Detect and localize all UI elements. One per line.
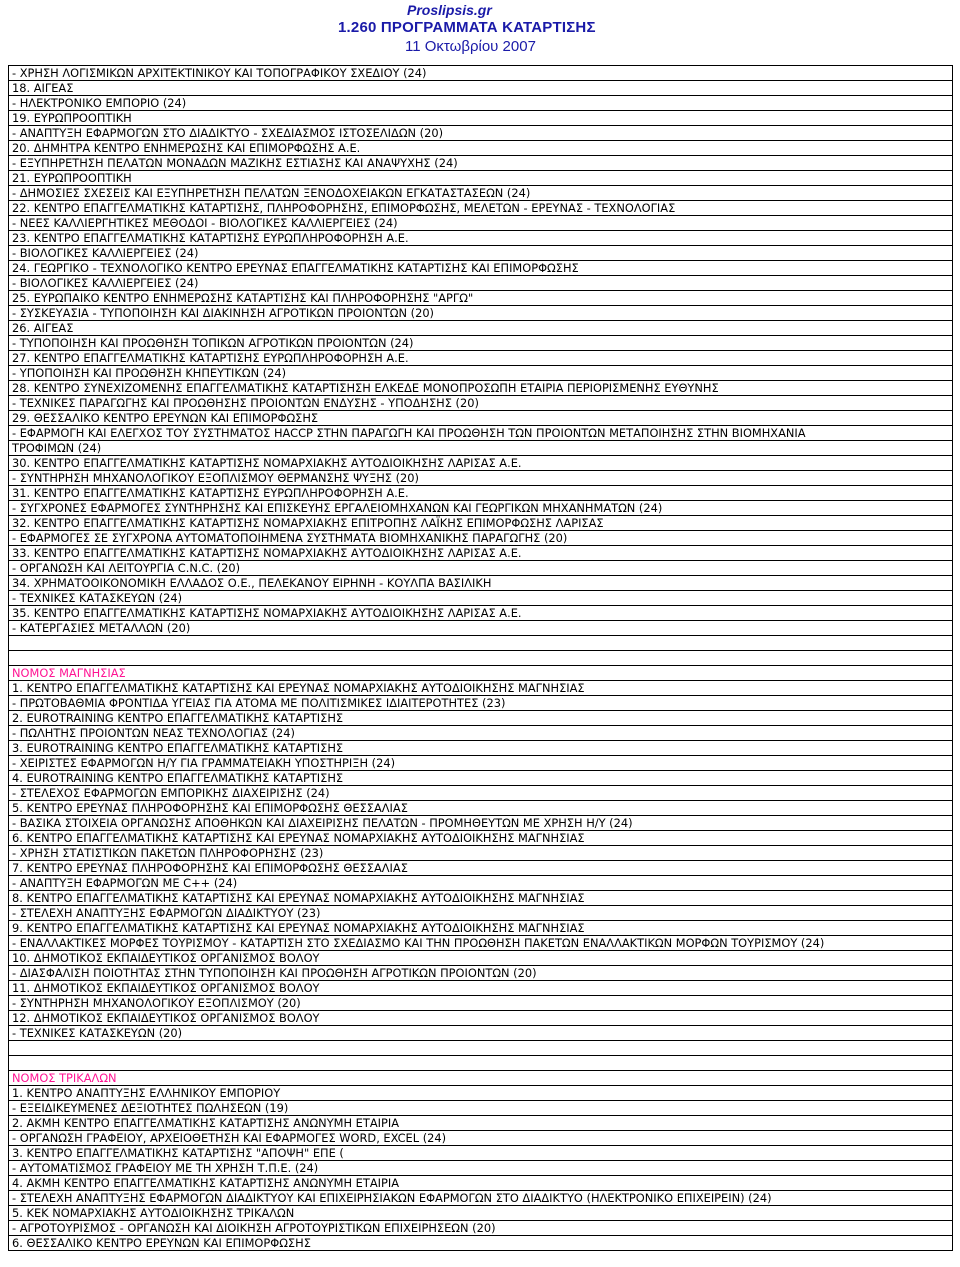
table-row: 34. ΧΡΗΜΑΤΟΟΙΚΟΝΟΜΙΚΗ ΕΛΛΑΔΟΣ Ο.Ε., ΠΕΛΕΚΑΝΟΥ ΕΙΡΗΝΗ - ΚΟΥΛΠΑ ΒΑΣΙΛΙΚΗ: [9, 576, 952, 591]
table-row: - ΑΝΑΠΤΥΞΗ ΕΦΑΡΜΟΓΩΝ ΣΤΟ ΔΙΑΔΙΚΤΥΟ - ΣΧΕΔΙΑΣΜΟΣ ΙΣΤΟΣΕΛΙΔΩΝ (20): [9, 126, 952, 141]
table-row: 29. ΘΕΣΣΑΛΙΚΟ ΚΕΝΤΡΟ ΕΡΕΥΝΩΝ ΚΑΙ ΕΠΙΜΟΡΦΩΣΗΣ: [9, 411, 952, 426]
table-row: - ΣΥΣΚΕΥΑΣΙΑ - ΤΥΠΟΠΟΙΗΣΗ ΚΑΙ ΔΙΑΚΙΝΗΣΗ ΑΓΡΟΤΙΚΩΝ ΠΡΟΙΟΝΤΩΝ (20): [9, 306, 952, 321]
table-row: 28. ΚΕΝΤΡΟ ΣΥΝΕΧΙΖΟΜΕΝΗΣ ΕΠΑΓΓΕΛΜΑΤΙΚΗΣ ΚΑΤΑΡΤΙΣΗΣΗ ΕΛΚΕΔΕ ΜΟΝΟΠΡΟΣΩΠΗ ΕΤΑΙΡΙΑ ΠΕΡΙΟΡΙΣΜΕΝΗΣ ΕΥΘΥΝΗΣ: [9, 381, 952, 396]
table-row: 19. ΕΥΡΩΠΡΟΟΠΤΙΚΗ: [9, 111, 952, 126]
table-row: 6. ΚΕΝΤΡΟ ΕΠΑΓΓΕΛΜΑΤΙΚΗΣ ΚΑΤΑΡΤΙΣΗΣ ΚΑΙ ΕΡΕΥΝΑΣ ΝΟΜΑΡΧΙΑΚΗΣ ΑΥΤΟΔΙΟΙΚΗΣΗΣ ΜΑΓΝΗΣΙΑΣ: [9, 831, 952, 846]
table-row: 2. EUROTRAINING ΚΕΝΤΡΟ ΕΠΑΓΓΕΛΜΑΤΙΚΗΣ ΚΑΤΑΡΤΙΣΗΣ: [9, 711, 952, 726]
table-row: - ΔΙΑΣΦΑΛΙΣΗ ΠΟΙΟΤΗΤΑΣ ΣΤΗΝ ΤΥΠΟΠΟΙΗΣΗ ΚΑΙ ΠΡΟΩΘΗΣΗ ΑΓΡΟΤΙΚΩΝ ΠΡΟΙΟΝΤΩΝ (20): [9, 966, 952, 981]
table-row: 30. ΚΕΝΤΡΟ ΕΠΑΓΓΕΛΜΑΤΙΚΗΣ ΚΑΤΑΡΤΙΣΗΣ ΝΟΜΑΡΧΙΑΚΗΣ ΑΥΤΟΔΙΟΙΚΗΣΗΣ ΛΑΡΙΣΑΣ Α.Ε.: [9, 456, 952, 471]
table-row: - ΗΛΕΚΤΡΟΝΙΚΟ ΕΜΠΟΡΙΟ (24): [9, 96, 952, 111]
table-row: - ΟΡΓΑΝΩΣΗ ΚΑΙ ΛΕΙΤΟΥΡΓΙΑ C.N.C. (20): [9, 561, 952, 576]
table-row: - ΟΡΓΑΝΩΣΗ ΓΡΑΦΕΙΟΥ, ΑΡΧΕΙΟΘΕΤΗΣΗ ΚΑΙ ΕΦΑΡΜΟΓΕΣ WORD, EXCEL (24): [9, 1131, 952, 1146]
table-row: 25. ΕΥΡΩΠΑΙΚΟ ΚΕΝΤΡΟ ΕΝΗΜΕΡΩΣΗΣ ΚΑΤΑΡΤΙΣΗΣ ΚΑΙ ΠΛΗΡΟΦΟΡΗΣΗΣ "ΑΡΓΩ": [9, 291, 952, 306]
table-row: - ΣΥΝΤΗΡΗΣΗ ΜΗΧΑΝΟΛΟΓΙΚΟΥ ΕΞΟΠΛΙΣΜΟΥ ΘΕΡΜΑΝΣΗΣ ΨΥΞΗΣ (20): [9, 471, 952, 486]
table-row: 11. ΔΗΜΟΤΙΚΟΣ ΕΚΠΑΙΔΕΥΤΙΚΟΣ ΟΡΓΑΝΙΣΜΟΣ ΒΟΛΟΥ: [9, 981, 952, 996]
table-row: 1. ΚΕΝΤΡΟ ΕΠΑΓΓΕΛΜΑΤΙΚΗΣ ΚΑΤΑΡΤΙΣΗΣ ΚΑΙ ΕΡΕΥΝΑΣ ΝΟΜΑΡΧΙΑΚΗΣ ΑΥΤΟΔΙΟΙΚΗΣΗΣ ΜΑΓΝΗΣΙΑΣ: [9, 681, 952, 696]
table-row: 4. ΑΚΜΗ ΚΕΝΤΡΟ ΕΠΑΓΓΕΛΜΑΤΙΚΗΣ ΚΑΤΑΡΤΙΣΗΣ ΑΝΩΝΥΜΗ ΕΤΑΙΡΙΑ: [9, 1176, 952, 1191]
table-row: - ΣΤΕΛΕΧΗ ΑΝΑΠΤΥΞΗΣ ΕΦΑΡΜΟΓΩΝ ΔΙΑΔΙΚΤΥΟΥ ΚΑΙ ΕΠΙΧΕΙΡΗΣΙΑΚΩΝ ΕΦΑΡΜΟΓΩΝ ΣΤΟ ΔΙΑΔΙΚΤΥΟ (ΗΛΕΚΤΡΟΝΙΚΟ ΕΠΙΧΕΙΡΕΙΝ) (24): [9, 1191, 952, 1206]
site-name: Proslipsis.gr: [407, 2, 492, 18]
table-row: 33. ΚΕΝΤΡΟ ΕΠΑΓΓΕΛΜΑΤΙΚΗΣ ΚΑΤΑΡΤΙΣΗΣ ΝΟΜΑΡΧΙΑΚΗΣ ΑΥΤΟΔΙΟΙΚΗΣΗΣ ΛΑΡΙΣΑΣ Α.Ε.: [9, 546, 952, 561]
table-row: - ΤΕΧΝΙΚΕΣ ΚΑΤΑΣΚΕΥΩΝ (20): [9, 1026, 952, 1041]
table-row: ΤΡΟΦΙΜΩΝ (24): [9, 441, 952, 456]
table-row: - ΚΑΤΕΡΓΑΣΙΕΣ ΜΕΤΑΛΛΩΝ (20): [9, 621, 952, 636]
page-title: 1.260 ΠΡΟΓΡΑΜΜΑΤΑ ΚΑΤΑΡΤΙΣΗΣ: [338, 19, 596, 36]
table-row: 2. ΑΚΜΗ ΚΕΝΤΡΟ ΕΠΑΓΓΕΛΜΑΤΙΚΗΣ ΚΑΤΑΡΤΙΣΗΣ ΑΝΩΝΥΜΗ ΕΤΑΙΡΙΑ: [9, 1116, 952, 1131]
table-row: - ΕΦΑΡΜΟΓΕΣ ΣΕ ΣΥΓΧΡΟΝΑ ΑΥΤΟΜΑΤΟΠΟΙΗΜΕΝΑ ΣΥΣΤΗΜΑΤΑ ΒΙΟΜΗΧΑΝΙΚΗΣ ΠΑΡΑΓΩΓΗΣ (20): [9, 531, 952, 546]
table-row: 20. ΔΗΜΗΤΡΑ ΚΕΝΤΡΟ ΕΝΗΜΕΡΩΣΗΣ ΚΑΙ ΕΠΙΜΟΡΦΩΣΗΣ Α.Ε.: [9, 141, 952, 156]
table-row: 3. EUROTRAINING ΚΕΝΤΡΟ ΕΠΑΓΓΕΛΜΑΤΙΚΗΣ ΚΑΤΑΡΤΙΣΗΣ: [9, 741, 952, 756]
table-row: 22. ΚΕΝΤΡΟ ΕΠΑΓΓΕΛΜΑΤΙΚΗΣ ΚΑΤΑΡΤΙΣΗΣ, ΠΛΗΡΟΦΟΡΗΣΗΣ, ΕΠΙΜΟΡΦΩΣΗΣ, ΜΕΛΕΤΩΝ - ΕΡΕΥΝΑΣ - ΤΕΧΝΟΛΟΓΙΑΣ: [9, 201, 952, 216]
table-row: - ΕΦΑΡΜΟΓΗ ΚΑΙ ΕΛΕΓΧΟΣ ΤΟΥ ΣΥΣΤΗΜΑΤΟΣ HACCP ΣΤΗΝ ΠΑΡΑΓΩΓΗ ΚΑΙ ΠΡΟΩΘΗΣΗ ΤΩΝ ΠΡΟΙΟΝΤΩΝ ΜΕΤΑΠΟΙΗΣΗΣ ΣΤΗΝ ΒΙΟΜΗΧΑΝΙΑ: [9, 426, 952, 441]
table-row: 5. ΚΕΝΤΡΟ ΕΡΕΥΝΑΣ ΠΛΗΡΟΦΟΡΗΣΗΣ ΚΑΙ ΕΠΙΜΟΡΦΩΣΗΣ ΘΕΣΣΑΛΙΑΣ: [9, 801, 952, 816]
table-row: - ΕΞΥΠΗΡΕΤΗΣΗ ΠΕΛΑΤΩΝ ΜΟΝΑΔΩΝ ΜΑΖΙΚΗΣ ΕΣΤΙΑΣΗΣ ΚΑΙ ΑΝΑΨΥΧΗΣ (24): [9, 156, 952, 171]
table-row: 21. ΕΥΡΩΠΡΟΟΠΤΙΚΗ: [9, 171, 952, 186]
table-row: 26. ΑΙΓΕΑΣ: [9, 321, 952, 336]
blank-row: [9, 1056, 952, 1071]
table-row: - ΤΕΧΝΙΚΕΣ ΠΑΡΑΓΩΓΗΣ ΚΑΙ ΠΡΟΩΘΗΣΗΣ ΠΡΟΙΟΝΤΩΝ ΕΝΔΥΣΗΣ - ΥΠΟΔΗΣΗΣ (20): [9, 396, 952, 411]
table-row: - ΧΡΗΣΗ ΣΤΑΤΙΣΤΙΚΩΝ ΠΑΚΕΤΩΝ ΠΛΗΡΟΦΟΡΗΣΗΣ (23): [9, 846, 952, 861]
table-row: - ΝΕΕΣ ΚΑΛΛΙΕΡΓΗΤΙΚΕΣ ΜΕΘΟΔΟΙ - ΒΙΟΛΟΓΙΚΕΣ ΚΑΛΛΙΕΡΓΕΙΕΣ (24): [9, 216, 952, 231]
table-row: 3. ΚΕΝΤΡΟ ΕΠΑΓΓΕΛΜΑΤΙΚΗΣ ΚΑΤΑΡΤΙΣΗΣ "ΑΠΟΨΗ" ΕΠΕ (: [9, 1146, 952, 1161]
section-heading: ΝΟΜΟΣ ΜΑΓΝΗΣΙΑΣ: [9, 666, 952, 681]
table-row: - ΠΩΛΗΤΗΣ ΠΡΟΙΟΝΤΩΝ ΝΕΑΣ ΤΕΧΝΟΛΟΓΙΑΣ (24): [9, 726, 952, 741]
table-row: 10. ΔΗΜΟΤΙΚΟΣ ΕΚΠΑΙΔΕΥΤΙΚΟΣ ΟΡΓΑΝΙΣΜΟΣ ΒΟΛΟΥ: [9, 951, 952, 966]
table-row: - ΠΡΩΤΟΒΑΘΜΙΑ ΦΡΟΝΤΙΔΑ ΥΓΕΙΑΣ ΓΙΑ ΑΤΟΜΑ ΜΕ ΠΟΛΙΤΙΣΜΙΚΕΣ ΙΔΙΑΙΤΕΡΟΤΗΤΕΣ (23): [9, 696, 952, 711]
table-row: - ΕΝΑΛΛΑΚΤΙΚΕΣ ΜΟΡΦΕΣ ΤΟΥΡΙΣΜΟΥ - ΚΑΤΑΡΤΙΣΗ ΣΤΟ ΣΧΕΔΙΑΣΜΟ ΚΑΙ ΤΗΝ ΠΡΟΩΘΗΣΗ ΠΑΚΕΤΩΝ ΕΝΑΛΛΑΚΤΙΚΩΝ ΜΟΡΦΩΝ ΤΟΥΡΙΣΜΟΥ (24): [9, 936, 952, 951]
table-row: 4. EUROTRAINING ΚΕΝΤΡΟ ΕΠΑΓΓΕΛΜΑΤΙΚΗΣ ΚΑΤΑΡΤΙΣΗΣ: [9, 771, 952, 786]
table-row: 31. ΚΕΝΤΡΟ ΕΠΑΓΓΕΛΜΑΤΙΚΗΣ ΚΑΤΑΡΤΙΣΗΣ ΕΥΡΩΠΛΗΡΟΦΟΡΗΣΗ Α.Ε.: [9, 486, 952, 501]
table-row: - ΧΕΙΡΙΣΤΕΣ ΕΦΑΡΜΟΓΩΝ Η/Υ ΓΙΑ ΓΡΑΜΜΑΤΕΙΑΚΗ ΥΠΟΣΤΗΡΙΞΗ (24): [9, 756, 952, 771]
table-row: 32. ΚΕΝΤΡΟ ΕΠΑΓΓΕΛΜΑΤΙΚΗΣ ΚΑΤΑΡΤΙΣΗΣ ΝΟΜΑΡΧΙΑΚΗΣ ΕΠΙΤΡΟΠΗΣ ΛΑΪΚΗΣ ΕΠΙΜΟΡΦΩΣΗΣ ΛΑΡΙΣΑΣ: [9, 516, 952, 531]
table-row: - ΒΙΟΛΟΓΙΚΕΣ ΚΑΛΛΙΕΡΓΕΙΕΣ (24): [9, 246, 952, 261]
table-row: 7. ΚΕΝΤΡΟ ΕΡΕΥΝΑΣ ΠΛΗΡΟΦΟΡΗΣΗΣ ΚΑΙ ΕΠΙΜΟΡΦΩΣΗΣ ΘΕΣΣΑΛΙΑΣ: [9, 861, 952, 876]
programs-table: [8, 65, 953, 1251]
table-row: 24. ΓΕΩΡΓΙΚΟ - ΤΕΧΝΟΛΟΓΙΚΟ ΚΕΝΤΡΟ ΕΡΕΥΝΑΣ ΕΠΑΓΓΕΛΜΑΤΙΚΗΣ ΚΑΤΑΡΤΙΣΗΣ ΚΑΙ ΕΠΙΜΟΡΦΩΣΗΣ: [9, 261, 952, 276]
table-row: 6. ΘΕΣΣΑΛΙΚΟ ΚΕΝΤΡΟ ΕΡΕΥΝΩΝ ΚΑΙ ΕΠΙΜΟΡΦΩΣΗΣ: [9, 1236, 952, 1251]
table-row: - ΣΥΝΤΗΡΗΣΗ ΜΗΧΑΝΟΛΟΓΙΚΟΥ ΕΞΟΠΛΙΣΜΟΥ (20): [9, 996, 952, 1011]
blank-row: [9, 636, 952, 651]
table-row: - ΒΑΣΙΚΑ ΣΤΟΙΧΕΙΑ ΟΡΓΑΝΩΣΗΣ ΑΠΟΘΗΚΩΝ ΚΑΙ ΔΙΑΧΕΙΡΙΣΗΣ ΠΕΛΑΤΩΝ - ΠΡΟΜΗΘΕΥΤΩΝ ΜΕ ΧΡΗΣΗ Η/Υ (24): [9, 816, 952, 831]
table-row: - ΤΕΧΝΙΚΕΣ ΚΑΤΑΣΚΕΥΩΝ (24): [9, 591, 952, 606]
table-row: 12. ΔΗΜΟΤΙΚΟΣ ΕΚΠΑΙΔΕΥΤΙΚΟΣ ΟΡΓΑΝΙΣΜΟΣ ΒΟΛΟΥ: [9, 1011, 952, 1026]
table-row: - ΔΗΜΟΣΙΕΣ ΣΧΕΣΕΙΣ ΚΑΙ ΕΞΥΠΗΡΕΤΗΣΗ ΠΕΛΑΤΩΝ ΞΕΝΟΔΟΧΕΙΑΚΩΝ ΕΓΚΑΤΑΣΤΑΣΕΩΝ (24): [9, 186, 952, 201]
table-row: 23. ΚΕΝΤΡΟ ΕΠΑΓΓΕΛΜΑΤΙΚΗΣ ΚΑΤΑΡΤΙΣΗΣ ΕΥΡΩΠΛΗΡΟΦΟΡΗΣΗ Α.Ε.: [9, 231, 952, 246]
table-row: 35. ΚΕΝΤΡΟ ΕΠΑΓΓΕΛΜΑΤΙΚΗΣ ΚΑΤΑΡΤΙΣΗΣ ΝΟΜΑΡΧΙΑΚΗΣ ΑΥΤΟΔΙΟΙΚΗΣΗΣ ΛΑΡΙΣΑΣ Α.Ε.: [9, 606, 952, 621]
table-row: - ΣΤΕΛΕΧΟΣ ΕΦΑΡΜΟΓΩΝ ΕΜΠΟΡΙΚΗΣ ΔΙΑΧΕΙΡΙΣΗΣ (24): [9, 786, 952, 801]
table-row: - ΑΥΤΟΜΑΤΙΣΜΟΣ ΓΡΑΦΕΙΟΥ ΜΕ ΤΗ ΧΡΗΣΗ Τ.Π.Ε. (24): [9, 1161, 952, 1176]
blank-row: [9, 651, 952, 666]
table-row: 1. ΚΕΝΤΡΟ ΑΝΑΠΤΥΞΗΣ ΕΛΛΗΝΙΚΟΥ ΕΜΠΟΡΙΟΥ: [9, 1086, 952, 1101]
table-row: 8. ΚΕΝΤΡΟ ΕΠΑΓΓΕΛΜΑΤΙΚΗΣ ΚΑΤΑΡΤΙΣΗΣ ΚΑΙ ΕΡΕΥΝΑΣ ΝΟΜΑΡΧΙΑΚΗΣ ΑΥΤΟΔΙΟΙΚΗΣΗΣ ΜΑΓΝΗΣΙΑΣ: [9, 891, 952, 906]
table-row: - ΥΠΟΠΟΙΗΣΗ ΚΑΙ ΠΡΟΩΘΗΣΗ ΚΗΠΕΥΤΙΚΩΝ (24): [9, 366, 952, 381]
page-date: 11 Οκτωβρίου 2007: [405, 38, 536, 55]
table-row: 5. ΚΕΚ ΝΟΜΑΡΧΙΑΚΗΣ ΑΥΤΟΔΙΟΙΚΗΣΗΣ ΤΡΙΚΑΛΩΝ: [9, 1206, 952, 1221]
table-row: 27. ΚΕΝΤΡΟ ΕΠΑΓΓΕΛΜΑΤΙΚΗΣ ΚΑΤΑΡΤΙΣΗΣ ΕΥΡΩΠΛΗΡΟΦΟΡΗΣΗ Α.Ε.: [9, 351, 952, 366]
table-row: - ΤΥΠΟΠΟΙΗΣΗ ΚΑΙ ΠΡΟΩΘΗΣΗ ΤΟΠΙΚΩΝ ΑΓΡΟΤΙΚΩΝ ΠΡΟΙΟΝΤΩΝ (24): [9, 336, 952, 351]
table-row: 9. ΚΕΝΤΡΟ ΕΠΑΓΓΕΛΜΑΤΙΚΗΣ ΚΑΤΑΡΤΙΣΗΣ ΚΑΙ ΕΡΕΥΝΑΣ ΝΟΜΑΡΧΙΑΚΗΣ ΑΥΤΟΔΙΟΙΚΗΣΗΣ ΜΑΓΝΗΣΙΑΣ: [9, 921, 952, 936]
table-row: - ΑΝΑΠΤΥΞΗ ΕΦΑΡΜΟΓΩΝ ΜΕ C++ (24): [9, 876, 952, 891]
table-row: - ΑΓΡΟΤΟΥΡΙΣΜΟΣ - ΟΡΓΑΝΩΣΗ ΚΑΙ ΔΙΟΙΚΗΣΗ ΑΓΡΟΤΟΥΡΙΣΤΙΚΩΝ ΕΠΙΧΕΙΡΗΣΕΩΝ (20): [9, 1221, 952, 1236]
blank-row: [9, 1041, 952, 1056]
table-row: 18. ΑΙΓΕΑΣ: [9, 81, 952, 96]
table-row: - ΒΙΟΛΟΓΙΚΕΣ ΚΑΛΛΙΕΡΓΕΙΕΣ (24): [9, 276, 952, 291]
table-row: - ΣΥΓΧΡΟΝΕΣ ΕΦΑΡΜΟΓΕΣ ΣΥΝΤΗΡΗΣΗΣ ΚΑΙ ΕΠΙΣΚΕΥΗΣ ΕΡΓΑΛΕΙΟΜΗΧΑΝΩΝ ΚΑΙ ΓΕΩΡΓΙΚΩΝ ΜΗΧΑΝΗΜΑΤΩΝ (24): [9, 501, 952, 516]
table-row: - ΕΞΕΙΔΙΚΕΥΜΕΝΕΣ ΔΕΞΙΟΤΗΤΕΣ ΠΩΛΗΣΕΩΝ (19): [9, 1101, 952, 1116]
section-heading: ΝΟΜΟΣ ΤΡΙΚΑΛΩΝ: [9, 1071, 952, 1086]
table-row: - ΣΤΕΛΕΧΗ ΑΝΑΠΤΥΞΗΣ ΕΦΑΡΜΟΓΩΝ ΔΙΑΔΙΚΤΥΟΥ (23): [9, 906, 952, 921]
table-row: - ΧΡΗΣΗ ΛΟΓΙΣΜΙΚΩΝ ΑΡΧΙΤΕΚΤΙΝΙΚΟΥ ΚΑΙ ΤΟΠΟΓΡΑΦΙΚΟΥ ΣΧΕΔΙΟΥ (24): [9, 66, 952, 81]
